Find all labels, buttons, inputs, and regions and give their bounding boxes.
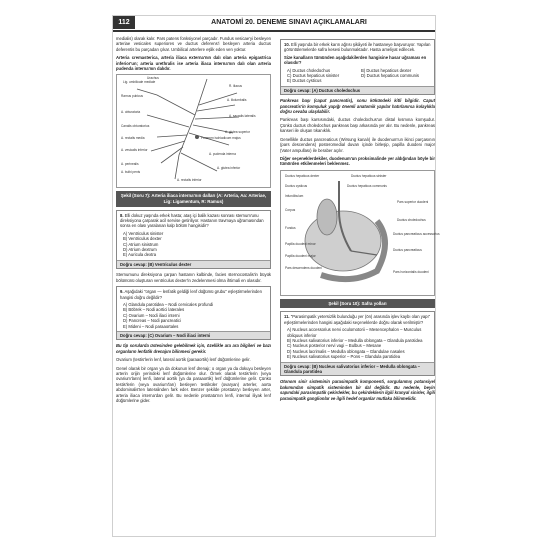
fig7-label: Foramen ischiadicum majus xyxy=(201,136,241,141)
q11-answer: Doğru cevap: (B) Nucleus salivatorius inferior – Medulla oblongata – Glandula parotidea xyxy=(281,362,434,376)
question-11: 11. "Parasimpatik yetersizlik bulunduğu yer (ön) arasında işlev kaybı olan yapı" eşleştirmelerinden hangisi aşağıdaki seçeneklerde doğru olarak verilmiştir? A) Nucleus accessorius nervi oculomotorii – Mesencephalon – Musculus obliquus inferior B) Nucleus salivatorius inferior – Medulla oblongata – Glandula parotidea C) Nucleus posterior nervi vagi – Bulbus – Mesane D) Nucleus lacrimalis – Medulla oblongata – Glandulae nasales E) Nucleus salivatorius superior – Pons – Glandula parotidea Doğru cevap: (B) Nucleus salivatorius inferior – Medulla oblongata – Glandula parotidea xyxy=(280,311,435,376)
fig10-label: Pars horizontalis duodeni xyxy=(393,269,429,274)
q11-option: E) Nucleus salivatorius superior – Pons – Glandula parotidea xyxy=(287,354,401,360)
fig10-label: Ductus choledochus xyxy=(397,217,426,222)
q10-option: C) Ductus hepaticus sinister xyxy=(287,73,340,79)
q10-option: D) Ductus hepaticus communis xyxy=(361,73,419,79)
intro-paragraph-2: Arteria cremasterica, arteria iliaca externa'nın dalı olan arteria epigastrica inferior'un; arteria urethralis ise arteria iliaca interna'nın dalı olan arteria pudenda interna'nın dalıdır. xyxy=(116,55,271,72)
q9-option: C) Ovarium – Nodi iliaci interni xyxy=(123,312,180,318)
q8-option: E) Auricula dextra xyxy=(123,252,157,258)
closing-paragraph: Otonom sinir sisteminin parasimpatik komponenti, sorgulanmış potansiyel bakımından simpatik sisteminden bir dal değildir. Bu nedenle, beyin sapındaki parasimpatik çekirdekler, bu çekirdeklerin ilgili kranyal sinirler, ilgili parasimpatik ganglionlar ve ilgili hedef organlar mutlaka bilinmelidir. xyxy=(280,379,435,401)
fig7-label: A. bulbi penis xyxy=(121,170,141,175)
q8-option: C) Atrium sinistrum xyxy=(123,241,159,247)
q11-text: "Parasimpatik yetersizlik bulunduğu yer (ön) arasında işlev kaybı olan yapı" eşleştirmelerinden hangisi aşağıdaki seçeneklerde doğru olarak verilmiştir? xyxy=(284,314,431,325)
q11-option: D) Nucleus lacrimalis – Medulla oblongata – Glandulae nasales xyxy=(287,348,405,354)
q10-option: E) Ductus cysticus xyxy=(287,78,322,84)
q11-option: A) Nucleus accessorius nervi oculomotorii – Mesencephalon – Musculus obliquus inferior xyxy=(287,327,422,338)
intro-paragraph-1: medialis) olarak kalır. Pars patens fonksiyonel parçadır. Fundus vesicae'yi besleyen arteriae vesicales superiores ve ductus deferens'i besleyen arteria ductus deferentis bu parçadan çıkar. Umbilical arterlere eşlik eden ven yoktur. xyxy=(116,36,271,52)
q10-text: Elli yaşında bir erkek karın ağrısı şikâyeti ile hastaneye başvuruyor. Yapılan görüntülemelerde safra kesesi bulunmaktadır. Hasta ameliyat edilecek. xyxy=(284,42,431,53)
page-title: ANATOMİ 20. DENEME SINAVI AÇIKLAMALARI xyxy=(211,19,367,26)
q8-option: A) Ventriculus sinister xyxy=(123,230,164,236)
q11-option: B) Nucleus salivatorius inferior – Medulla oblongata – Glandula parotidea xyxy=(287,337,423,343)
q9-option: D) Pancreas – Nodi pancreatici xyxy=(123,318,181,324)
fig7-label: Urachus xyxy=(147,76,159,81)
fig7-label: Ramus pubicus xyxy=(121,94,143,99)
fig10-label: Ductus hepaticus dexter xyxy=(285,173,320,178)
fig10-label: Fundus xyxy=(285,225,296,230)
question-10: 10. Elli yaşında bir erkek karın ağrısı şikâyeti ile hastaneye başvuruyor. Yapılan görüntülemelerde safra kesesi bulunmaktadır. Hasta ameliyat edilecek. Size kanalların tümünden aşağıdakilerden hangisine hasar uğraması en olasıdır? A) Ductus choledochus B) Ductus hepaticus dexter C) Ductus hepaticus sinister D) Ductus hepaticus communis E) Ductus cysticus Doğru cevap: (A) Ductus choledochus xyxy=(280,39,435,95)
left-column xyxy=(116,36,271,406)
question-8: 8. Elli dokuz yaşında erkek hasta; ataş içi balik kazası sonrası sternum'unu direksiyona çarparak acil servise getiriliyor. Hastanın travmaya uğramasından sonra en olası yaralanan kalp bölüm hangisidir? A) Ventriculus sinister B) Ventriculus dexter C) Atrium sinistrum D) Atrium dextrum E) Auricula dextra Doğru cevap: (B) Ventriculus dexter xyxy=(116,210,271,270)
fig7-label: A. iliolumbalis xyxy=(227,98,247,103)
fig7-label: A. vesicalis inferior xyxy=(121,148,148,153)
fig10-label: Pars superior duodeni xyxy=(397,199,429,204)
bottom-paragraph-2: Genel olarak bir organ ya da dokunun lenf drenajı; o organ ya da dokuyu besleyen arterin orijin yerindeki lenf düğümlerine olur. Örnek olarak testis'lerin (veya ovarium'ların) lenfi, lateral aortik (ya da paraaortik) lenf düğümlerine gelir. Çünkü testis'lerin (veya ovarium'ları) besleyen testiküler (ovaryan) arterler, aorta abdominalis'ten lateralinden fark eder. Benzer şekilde prostata'yı besleyen arter, arteria iliaca interna'dan gelir. Bu nedenle prostata'nın lenfi, internal iliyak lenf düğümlerine gider. xyxy=(116,365,271,403)
right-column xyxy=(280,36,440,404)
pancreas-paragraph-3: Genellikle ductus pancreaticus (Wirsung kanalı) ile duodenum'un ikinci parçasının (pars descendens) posteromedial duvarı içinde birleşip, papilla duodeni major (Vater ampullası) ile beraber açılır. xyxy=(280,136,435,153)
page-number: 112 xyxy=(113,16,135,29)
fig7-label: A. glutea superior xyxy=(225,130,250,135)
fig7-label: A. perinealis xyxy=(121,162,139,167)
fig7-label: Lig. umbilicale mediale xyxy=(123,80,156,85)
q8-text: Elli dokuz yaşında erkek hasta; ataş içi balik kazası sonrası sternum'unu direksiyona çarparak acil servise getiriliyor. Hastanın travmaya uğramasından sonra en olası yaralanan kalp bölüm hangisidir? xyxy=(120,212,264,229)
mid-paragraph: Sternumunu direksiyona çarpan hastanın kalbinde, facies sternocostalis'in büyük bölümünü oluşturan ventriculus dexter'in zedelenmesi olma ihtimali en olasıdır. xyxy=(116,272,271,283)
q9-text: Aşağıdaki "organ — lenfatik geldiği lenf düğümü grubu" eşleştirmelerinden hangisi doğru değildir? xyxy=(120,289,262,300)
fig7-label: R. iliacus xyxy=(229,84,242,89)
fig10-label: Pars descendens duodeni xyxy=(285,265,322,270)
fig10-label: Ductus hepaticus communis xyxy=(347,183,387,188)
fig7-label: A. sacralis lateralis xyxy=(229,114,256,119)
pancreas-paragraph-1: Pankreas başı (caput pancreatis), sonu kökündeki kitli bilgidir. Caput pancreatis'in komşuluk yapığı önemli anatomik yapılar hatırlanırsa kolaylıkla doğru cevaba ulaşılabilir. xyxy=(280,98,435,115)
q10-question: Size kanalların tümünden aşağıdakilerden hangisine hasar uğraması en olasıdır? xyxy=(284,54,427,66)
fig10-label: Ductus pancreaticus xyxy=(393,247,422,252)
q11-option: C) Nucleus posterior nervi vagi – Bulbus – Mesane xyxy=(287,343,382,349)
fig7-label: A. glutea inferior xyxy=(217,166,241,171)
fig10-label: Infundibulum xyxy=(285,193,304,198)
figure-10 xyxy=(280,170,440,296)
q10-answer: Doğru cevap: (A) Ductus choledochus xyxy=(281,86,434,94)
fig7-label: A. rectalis inferior xyxy=(177,178,202,183)
page-header xyxy=(113,16,435,32)
fig7-label: A. obturatoria xyxy=(121,110,141,115)
bottom-paragraph-1: Ovarium (testis'lerin lenf, lateral aortik (paraaortik) lenf düğümlerine gelir. xyxy=(116,357,251,363)
q10-option: A) Ductus choledochus xyxy=(287,67,331,73)
fig7-label: A. rectalis media xyxy=(121,136,145,141)
figure-7-caption: Şekil (Soru 7): Arteria iliaca interna'nın dalları (A: Arteria, Aa: Arteriae, Lig: Ligamentum, R: Ramus) xyxy=(116,191,271,206)
q10-option: B) Ductus hepaticus dexter xyxy=(361,67,412,73)
q9-answer: Doğru cevap: (C) Ovarium – Nodi iliaci interni xyxy=(117,331,270,339)
q8-option: D) Atrium dextrum xyxy=(123,247,157,253)
tip-paragraph: Bu tip sorularda üstesinden gelebilmek için, özellikle ara ara bilgileri ve bazı organların lenfatik drenajını bilinmesi gerekir. xyxy=(116,343,271,354)
pancreas-paragraph-4: Diğer seçeneklerdekiler, duodenum'un proksimalinde yer aldığından böyle bir tümörden etkilenmeleri beklenmez. xyxy=(280,155,435,167)
q9-option: A) Glandula parotidea – Nodi cervicales profundi xyxy=(123,301,214,307)
figure-10-caption: Şekil (Soru 10): Safra yolları xyxy=(280,299,435,309)
fig10-label: Corpus xyxy=(285,207,296,212)
fig7-label: Canalis obturatorius xyxy=(121,124,150,129)
q9-option: E) Mideni – Nodi paraaortales xyxy=(123,323,179,329)
figure-7 xyxy=(116,74,271,188)
fig10-label: Ductus pancreaticus accessorius xyxy=(393,231,440,236)
fig7-label: A. pudenda interna xyxy=(209,152,236,157)
pancreas-paragraph-2: Pankreas başı karsısındaki, ductus choledochus'un distal kısmına komşudur. Çünkü ductus choledochus pankreas başı arkasında yer alır. Bu nedenle, pankreas kanseri ile oluşan tıkanıklık. xyxy=(280,117,435,134)
q8-answer: Doğru cevap: (B) Ventriculus dexter xyxy=(117,260,270,268)
fig10-label: Papilla duodeni major xyxy=(285,253,316,258)
question-9: 9. Aşağıdaki "organ — lenfatik geldiği lenf düğümü grubu" eşleştirmelerinden hangisi doğru değildir? A) Glandula parotidea – Nodi cervicales profundi B) Böbrek – Nodi aortici laterales C) Ovarium – Nodi iliaci interni D) Pancreas – Nodi pancreatici E) Mideni – Nodi paraaortales Doğru cevap: (C) Ovarium – Nodi iliaci interni xyxy=(116,286,271,340)
fig10-label: Papilla duodeni minor xyxy=(285,241,316,246)
fig10-label: Ductus hepaticus sinister xyxy=(351,173,387,178)
fig10-label: Ductus cysticus xyxy=(285,183,308,188)
q9-option: B) Böbrek – Nodi aortici laterales xyxy=(123,307,185,313)
q8-option: B) Ventriculus dexter xyxy=(123,236,162,242)
